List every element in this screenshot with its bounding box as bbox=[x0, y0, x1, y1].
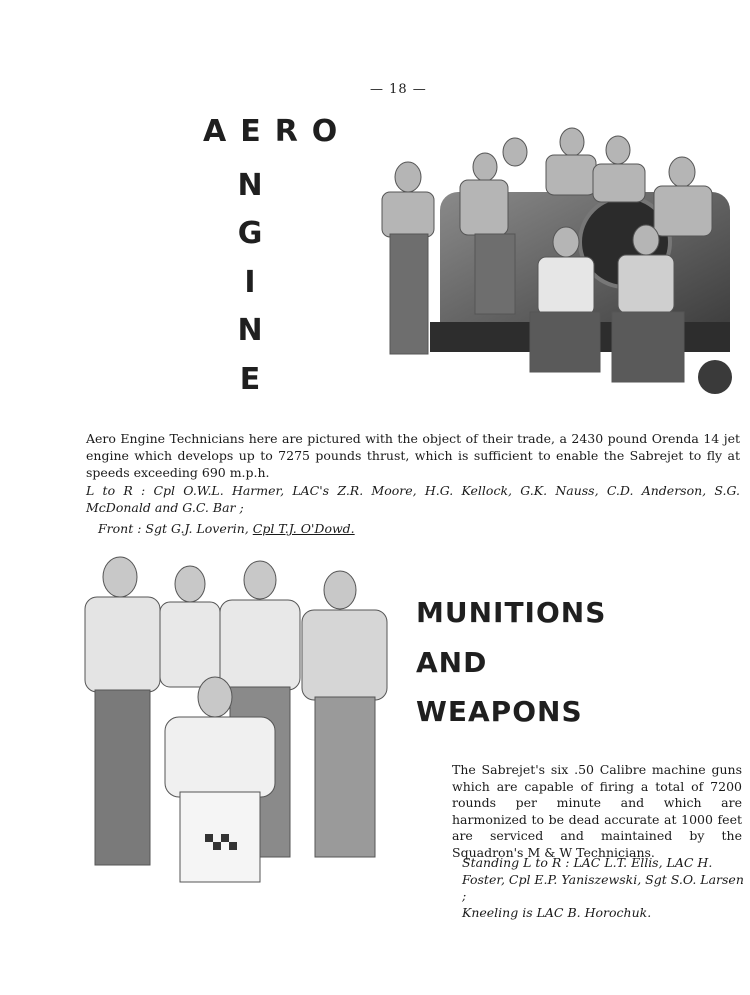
munitions-title-line-1: MUNITIONS bbox=[416, 596, 607, 629]
munitions-credits-standing: Standing L to R : LAC L.T. Ellis, LAC H. Foster, Cpl E.P. Yaniszewski, Sgt S.O. Larsen ; bbox=[462, 855, 744, 903]
engine-letter-n2: N bbox=[237, 313, 263, 348]
engine-letter-e: E bbox=[239, 362, 261, 397]
credits-front-underlined: Cpl T.J. O'Dowd. bbox=[252, 521, 355, 536]
munitions-caption: The Sabrejet's six .50 Calibre machine guns which are capable of firing a total of 7200 rounds per minute and which are harmonized to be dead accurate at 1000 feet are serviced and maintained by the Squadron's M & W Technicians. bbox=[452, 762, 742, 860]
munitions-credits-kneeling: Kneeling is LAC B. Horochuk. bbox=[462, 904, 652, 920]
aero-engine-photo bbox=[360, 122, 732, 414]
page-number: — 18 — bbox=[370, 82, 427, 97]
aero-engine-credits-back: L to R : Cpl O.W.L. Harmer, LAC's Z.R. Moore, H.G. Kellock, G.K. Nauss, C.D. Anderson, S.G. McDonald and G.C. Bar ; bbox=[86, 483, 740, 515]
aero-engine-credits-front bbox=[98, 520, 498, 537]
credits-front-prefix: Front : Sgt G.J. Loverin, bbox=[98, 521, 249, 536]
engine-letter-g: G bbox=[237, 216, 263, 251]
munitions-photo bbox=[80, 552, 402, 890]
aero-engine-caption: Aero Engine Technicians here are pictured with the object of their trade, a 2430 pound Orenda 14 jet engine which develops up to 7275 pounds thrust, which is sufficient to enable the Sabrejet to fly at speeds exceeding 690 m.p.h. bbox=[86, 431, 740, 480]
engine-letter-i: I bbox=[244, 265, 256, 300]
munitions-credits bbox=[462, 855, 744, 921]
munitions-title-line-2: AND bbox=[416, 646, 488, 679]
aero-heading: AERO bbox=[203, 114, 352, 149]
munitions-title-line-3: WEAPONS bbox=[416, 695, 583, 728]
engine-letter-n1: N bbox=[237, 168, 263, 203]
